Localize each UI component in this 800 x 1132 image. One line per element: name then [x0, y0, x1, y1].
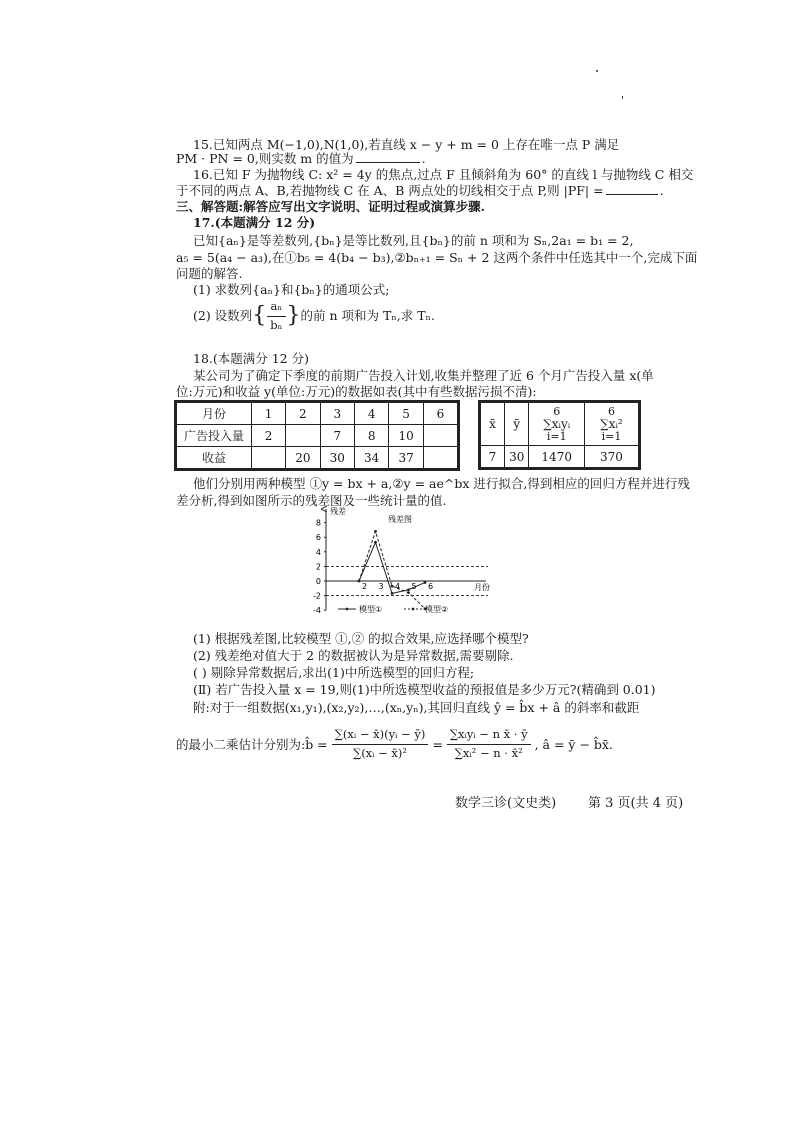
residual-chart [308, 505, 500, 617]
q18-part1: (1) 根据残差图,比较模型 ①,② 的拟合效果,应选择哪个模型? [193, 631, 529, 646]
table-cell: 370 [584, 446, 639, 469]
legend-marker-model1 [346, 608, 349, 611]
table-cell [423, 447, 458, 470]
table-row [176, 402, 459, 425]
table-cell: 1470 [529, 446, 584, 469]
table-cell: 6 [423, 402, 458, 425]
chart-ticks [313, 519, 433, 616]
data-point-model1 [407, 588, 410, 591]
table-row [480, 402, 640, 446]
data-point-model1 [391, 592, 394, 595]
table-row [480, 446, 640, 469]
intercept-formula: , â = ȳ − b̂x̄. [534, 736, 613, 752]
q17-part2: (2) 设数列{ $\frac{\text{aₙ}}{\text{bₙ}}$ }的前 n 项和为 Tₙ,求 Tₙ. [193, 299, 435, 332]
table-cell: 2 [286, 402, 320, 425]
table-cell [286, 425, 320, 447]
sum-xy-header: ∑xᵢyᵢ [543, 417, 571, 431]
q18-part2-i: ( ) 剔除异常数据后,求出(1)中所选模型的回归方程; [193, 665, 475, 680]
data-point-model1 [424, 581, 427, 584]
data-point-model2 [374, 530, 377, 533]
chart-series [358, 530, 427, 610]
sum-lower: i=1 [601, 430, 622, 443]
table-cell: 4 [354, 402, 388, 425]
q18-line2: 位:万元)和收益 y(单位:万元)的数据如表(其中有些数据污损不清): [176, 384, 537, 399]
q17-heading: 17.(本题满分 12 分) [193, 215, 316, 230]
table-cell: 5 [389, 402, 423, 425]
table-cell: 7 [320, 425, 354, 447]
sum-lower: i=1 [546, 430, 567, 443]
sum-upper: 6 [553, 405, 561, 418]
table-cell: 收益 [176, 447, 252, 470]
table-cell: 37 [389, 447, 423, 470]
table-cell: 2 [251, 425, 285, 447]
q16-line2: 于不同的两点 A、B,若抛物线 C 在 A、B 两点处的切线相交于点 P,则 |PF| = . [176, 183, 664, 198]
data-point-model2 [358, 580, 361, 583]
table-cell: 广告投入量 [176, 425, 252, 447]
formula-prefix: 的最小二乘估计分别为:b̂ = [176, 736, 328, 752]
table-cell [584, 402, 639, 446]
slope-fraction-1: $\frac{\text{∑(xᵢ − x̄)(yᵢ − ȳ)}}{\text{∑(xᵢ − x̄)²}}$ [332, 728, 429, 761]
sum-upper: 6 [607, 405, 615, 418]
table-cell [423, 425, 458, 447]
x-tick-label: 5 [411, 582, 417, 591]
y-tick-label: 0 [315, 577, 321, 586]
series-line-model2 [359, 531, 425, 608]
q15-line1: 15.已知两点 M(−1,0),N(1,0),若直线 x − y + m = 0 上存在唯一点 P 满足 [193, 137, 620, 152]
slope-fraction-2: $\frac{\text{∑xᵢyᵢ − n x̄ · ȳ}}{\text{∑xᵢ² − n · x̄²}}$ [447, 728, 531, 761]
statistics-table [478, 400, 641, 470]
table-cell: 月份 [176, 402, 252, 425]
x-axis-label: 月份 [474, 583, 490, 592]
table-row [176, 425, 459, 447]
legend-marker-model2 [412, 608, 415, 611]
scan-speck [622, 96, 623, 99]
least-squares-formula [176, 728, 613, 761]
table-cell: 34 [354, 447, 388, 470]
chart-axes [326, 509, 486, 610]
q18-note1: 附:对于一组数据(x₁,y₁),(x₂,y₂),…,(xₙ,yₙ),其回归直线 ŷ = b̂x + â 的斜率和截距 [193, 700, 640, 715]
data-point-model2 [391, 585, 394, 588]
q17-line3: 问题的解答. [176, 266, 243, 281]
q18-line3: 他们分别用两种模型 ①y = bx + a,②y = ae^bx 进行拟合,得到相应的回归方程并进行残 [193, 476, 690, 491]
table-cell: 30 [320, 447, 354, 470]
q16-line1: 16.已知 F 为抛物线 C: x² = 4y 的焦点,过点 F 且倾斜角为 60° 的直线 l 与抛物线 C 相交 [193, 167, 694, 182]
q18-part2: (2) 残差绝对值大于 2 的数据被认为是异常数据,需要剔除. [193, 648, 514, 663]
table-cell: ȳ [505, 402, 529, 446]
section-heading: 三、解答题:解答应写出文字说明、证明过程或演算步骤. [176, 199, 485, 214]
y-axis-label: 残差 [330, 507, 346, 516]
data-point-model1 [374, 541, 377, 544]
legend-label-model1: 模型① [359, 605, 383, 614]
table-cell: x̄ [480, 402, 505, 446]
q17-line2: a₅ = 5(a₄ − a₃),在①b₅ = 4(b₄ − b₃),②bₙ₊₁ = Sₙ + 2 这两个条件中任选其中一个,完成下面 [176, 250, 698, 265]
q17-part1: (1) 求数列{aₙ}和{bₙ}的通项公式; [193, 282, 390, 297]
footer-subject: 数学三诊(文史类) [455, 796, 557, 811]
formula-equals: = [432, 736, 443, 752]
q18-part2-ii: (Ⅱ) 若广告投入量 x = 19,则(1)中所选模型收益的预报值是多少万元?(精确到 0.01) [193, 682, 656, 697]
table-cell: 7 [480, 446, 505, 469]
x-tick-label: 3 [378, 582, 384, 591]
legend-label-model2: 模型② [425, 605, 449, 614]
table-cell: 1 [251, 402, 285, 425]
y-tick-label: 2 [315, 562, 321, 572]
x-tick-label: 6 [428, 582, 434, 591]
table-cell: 3 [320, 402, 354, 425]
monthly-data-table [174, 400, 460, 471]
table-cell: 30 [505, 446, 529, 469]
scan-speck [596, 70, 598, 72]
table-cell [251, 447, 285, 470]
y-tick-label: 6 [315, 533, 321, 543]
table-cell: 10 [389, 425, 423, 447]
table-cell: 20 [286, 447, 320, 470]
sum-x2-header: ∑xᵢ² [600, 417, 623, 431]
q18-heading: 18.(本题满分 12 分) [193, 351, 309, 366]
q17-line1: 已知{aₙ}是等差数列,{bₙ}是等比数列,且{bₙ}的前 n 项和为 Sₙ,2a₁ = b₁ = 2, [193, 233, 634, 248]
y-tick-label: 8 [315, 518, 321, 528]
y-tick-label: -4 [313, 606, 321, 616]
q18-line4: 差分析,得到如图所示的残差图及一些统计量的值. [176, 493, 447, 508]
chart-title: 残差图 [388, 515, 412, 524]
footer-page-number: 第 3 页(共 4 页) [588, 796, 684, 811]
table-cell [529, 402, 584, 446]
chart-legend [338, 604, 448, 614]
table-row [176, 447, 459, 470]
y-tick-label: 4 [315, 547, 321, 557]
table-cell: 8 [354, 425, 388, 447]
q15-line2: PM · PN = 0,则实数 m 的值为 . [176, 151, 426, 166]
q18-line1: 某公司为了确定下季度的前期广告投入计划,收集并整理了近 6 个月广告投入量 x(单 [193, 368, 654, 383]
data-point-model2 [407, 591, 410, 594]
x-tick-label: 4 [395, 582, 401, 591]
x-tick-label: 2 [362, 582, 368, 591]
y-tick-label: -2 [313, 591, 321, 601]
